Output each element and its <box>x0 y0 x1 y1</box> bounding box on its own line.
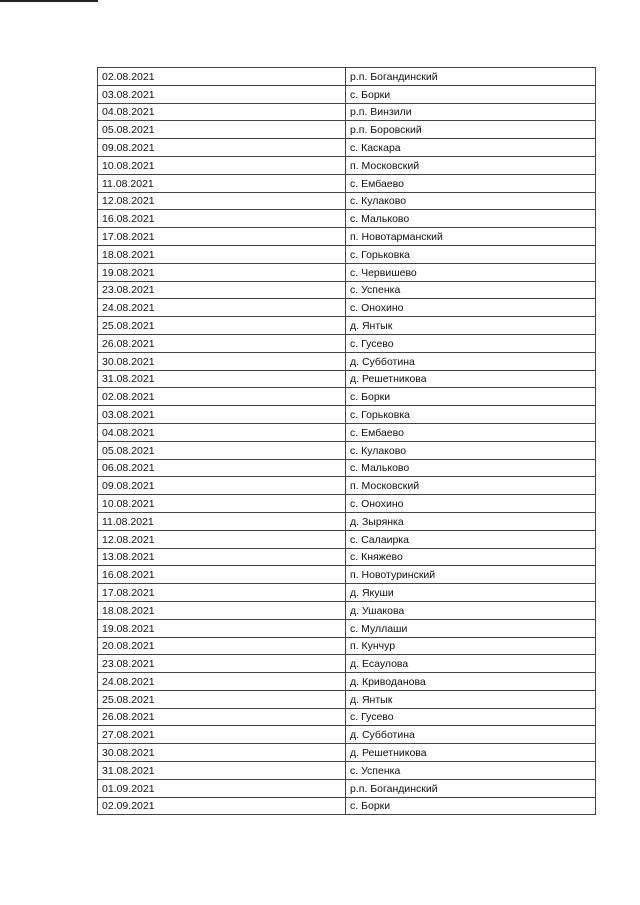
place-cell: п. Московский <box>346 477 596 495</box>
date-cell: 30.08.2021 <box>98 744 346 762</box>
date-cell: 23.08.2021 <box>98 655 346 673</box>
table-row <box>98 584 596 602</box>
table-row <box>98 655 596 673</box>
place-cell: с. Муллаши <box>346 619 596 637</box>
table-row <box>98 423 596 441</box>
table-row <box>98 566 596 584</box>
place-cell: с. Каскара <box>346 139 596 157</box>
place-cell: с. Горьковка <box>346 406 596 424</box>
table-row <box>98 103 596 121</box>
table-row <box>98 192 596 210</box>
place-cell: р.п. Богандинский <box>346 779 596 797</box>
table-row <box>98 121 596 139</box>
table-row <box>98 459 596 477</box>
table-row <box>98 726 596 744</box>
place-cell: с. Ембаево <box>346 174 596 192</box>
date-cell: 26.08.2021 <box>98 708 346 726</box>
date-cell: 11.08.2021 <box>98 512 346 530</box>
place-cell: д. Янтык <box>346 690 596 708</box>
place-cell: с. Онохино <box>346 495 596 513</box>
date-cell: 26.08.2021 <box>98 334 346 352</box>
table-row <box>98 441 596 459</box>
table-row <box>98 690 596 708</box>
date-cell: 27.08.2021 <box>98 726 346 744</box>
table-row <box>98 245 596 263</box>
date-cell: 17.08.2021 <box>98 584 346 602</box>
table-row <box>98 174 596 192</box>
table-row <box>98 601 596 619</box>
place-cell: с. Борки <box>346 388 596 406</box>
place-cell: д. Есаулова <box>346 655 596 673</box>
date-cell: 20.08.2021 <box>98 637 346 655</box>
place-cell: с. Успенка <box>346 762 596 780</box>
place-cell: п. Новотуринский <box>346 566 596 584</box>
place-cell: д. Ушакова <box>346 601 596 619</box>
date-cell: 09.08.2021 <box>98 139 346 157</box>
date-cell: 04.08.2021 <box>98 103 346 121</box>
place-cell: д. Криводанова <box>346 673 596 691</box>
place-cell: д. Решетникова <box>346 370 596 388</box>
date-cell: 10.08.2021 <box>98 495 346 513</box>
table-row <box>98 228 596 246</box>
table-row <box>98 334 596 352</box>
date-cell: 04.08.2021 <box>98 423 346 441</box>
table-row <box>98 797 596 815</box>
table-row <box>98 762 596 780</box>
place-cell: р.п. Богандинский <box>346 68 596 86</box>
date-cell: 02.08.2021 <box>98 68 346 86</box>
date-cell: 17.08.2021 <box>98 228 346 246</box>
table-row <box>98 388 596 406</box>
date-cell: 19.08.2021 <box>98 263 346 281</box>
date-cell: 02.08.2021 <box>98 388 346 406</box>
place-cell: с. Онохино <box>346 299 596 317</box>
table-row <box>98 708 596 726</box>
place-cell: д. Якуши <box>346 584 596 602</box>
place-cell: п. Московский <box>346 156 596 174</box>
table-row <box>98 548 596 566</box>
table-row <box>98 477 596 495</box>
date-cell: 30.08.2021 <box>98 352 346 370</box>
table-row <box>98 406 596 424</box>
date-cell: 09.08.2021 <box>98 477 346 495</box>
date-cell: 05.08.2021 <box>98 121 346 139</box>
place-cell: с. Гусево <box>346 334 596 352</box>
table-row <box>98 495 596 513</box>
date-cell: 11.08.2021 <box>98 174 346 192</box>
table-row <box>98 744 596 762</box>
table-row <box>98 370 596 388</box>
table-row <box>98 352 596 370</box>
table-row <box>98 637 596 655</box>
date-cell: 10.08.2021 <box>98 156 346 174</box>
table-row <box>98 512 596 530</box>
table-row <box>98 530 596 548</box>
place-cell: д. Зырянка <box>346 512 596 530</box>
place-cell: с. Успенка <box>346 281 596 299</box>
date-cell: 06.08.2021 <box>98 459 346 477</box>
table-row <box>98 156 596 174</box>
place-cell: с. Гусево <box>346 708 596 726</box>
top-rule <box>0 0 98 2</box>
date-cell: 01.09.2021 <box>98 779 346 797</box>
table-row <box>98 779 596 797</box>
schedule-body <box>98 68 596 815</box>
place-cell: с. Кулаково <box>346 441 596 459</box>
date-cell: 23.08.2021 <box>98 281 346 299</box>
table-row <box>98 139 596 157</box>
place-cell: п. Кунчур <box>346 637 596 655</box>
date-cell: 25.08.2021 <box>98 690 346 708</box>
date-cell: 18.08.2021 <box>98 245 346 263</box>
date-cell: 12.08.2021 <box>98 192 346 210</box>
date-cell: 31.08.2021 <box>98 762 346 780</box>
date-cell: 16.08.2021 <box>98 566 346 584</box>
date-cell: 03.08.2021 <box>98 406 346 424</box>
place-cell: с. Ембаево <box>346 423 596 441</box>
table-row <box>98 673 596 691</box>
place-cell: с. Княжево <box>346 548 596 566</box>
date-cell: 18.08.2021 <box>98 601 346 619</box>
place-cell: п. Новотарманский <box>346 228 596 246</box>
table-row <box>98 210 596 228</box>
date-cell: 13.08.2021 <box>98 548 346 566</box>
date-cell: 24.08.2021 <box>98 673 346 691</box>
date-cell: 03.08.2021 <box>98 85 346 103</box>
table-row <box>98 619 596 637</box>
date-cell: 24.08.2021 <box>98 299 346 317</box>
date-cell: 16.08.2021 <box>98 210 346 228</box>
place-cell: с. Горьковка <box>346 245 596 263</box>
table-row <box>98 281 596 299</box>
place-cell: д. Субботина <box>346 726 596 744</box>
table-row <box>98 317 596 335</box>
date-cell: 05.08.2021 <box>98 441 346 459</box>
place-cell: с. Борки <box>346 85 596 103</box>
place-cell: с. Кулаково <box>346 192 596 210</box>
place-cell: р.п. Винзили <box>346 103 596 121</box>
place-cell: р.п. Боровский <box>346 121 596 139</box>
place-cell: д. Янтык <box>346 317 596 335</box>
date-cell: 12.08.2021 <box>98 530 346 548</box>
date-cell: 31.08.2021 <box>98 370 346 388</box>
table-row <box>98 68 596 86</box>
date-cell: 19.08.2021 <box>98 619 346 637</box>
table-row <box>98 85 596 103</box>
schedule-table <box>97 67 596 815</box>
place-cell: д. Решетникова <box>346 744 596 762</box>
place-cell: с. Борки <box>346 797 596 815</box>
place-cell: с. Мальково <box>346 210 596 228</box>
table-row <box>98 299 596 317</box>
date-cell: 02.09.2021 <box>98 797 346 815</box>
place-cell: с. Салаирка <box>346 530 596 548</box>
place-cell: с. Мальково <box>346 459 596 477</box>
table-row <box>98 263 596 281</box>
date-cell: 25.08.2021 <box>98 317 346 335</box>
place-cell: с. Червишево <box>346 263 596 281</box>
place-cell: д. Субботина <box>346 352 596 370</box>
